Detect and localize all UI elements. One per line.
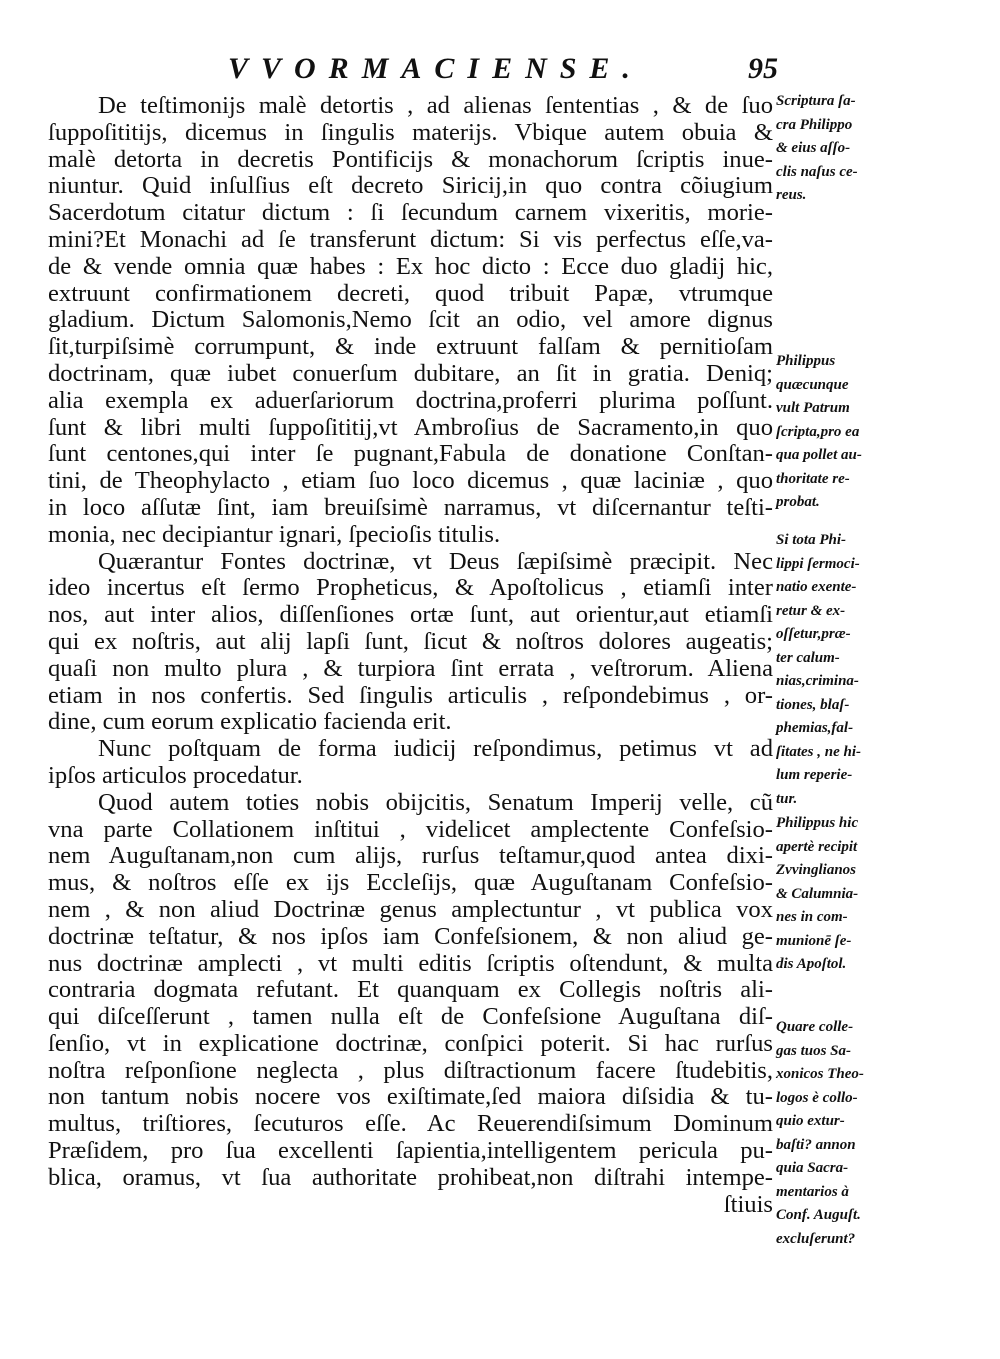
marginal-note-line: quio extur-: [776, 1113, 845, 1129]
marginal-note-line: vult Patrum: [776, 400, 850, 416]
text-line: quaſi non multo plura , & turpiora ſint errata , veſtrorum. Aliena: [48, 654, 773, 682]
text-line: ſuppoſititijs, dicemus in ſingulis materijs. Vbique autem obuia &: [48, 118, 773, 146]
text-line: noſtra reſponſione neglecta , plus diſtractionum facere ſtudebitis,: [48, 1056, 773, 1084]
marginal-note-line: Scriptura ſa-: [776, 93, 856, 109]
marginal-note-line: Si tota Phi-: [776, 532, 847, 548]
marginal-note-line: tiones, blaſ-: [776, 696, 850, 713]
text-line: Præſidem, pro ſua excellenti ſapientia,intelligentem pericula pu-: [48, 1137, 773, 1165]
marginal-note-line: ſcripta,pro ea: [776, 423, 860, 440]
text-line: nem , & non aliud Doctrinæ genus amplectuntur , vt publica vox: [48, 895, 773, 923]
text-line: Nunc poſtquam de forma iudicij reſpondimus, petimus vt ad: [98, 735, 773, 763]
marginal-note-philippus-patrum: [776, 350, 916, 515]
running-title: VVORMACIENSE.: [228, 52, 643, 85]
marginal-note-line: munionē ſe-: [776, 932, 852, 949]
marginal-note-si-tota: [776, 529, 916, 811]
marginal-note-line: nias,crimina-: [776, 673, 859, 689]
marginal-note-line: quia Sacra-: [776, 1160, 849, 1176]
text-line: nus doctrinæ amplecti , vt multi editis ſcriptis oſtendunt, & multa: [48, 949, 773, 977]
marginal-note-line: oſſetur,præ-: [776, 626, 851, 642]
text-line: alia exempla ex aduerſariorum doctrina,proferri plurima poſſunt.: [48, 386, 773, 414]
text-line: multus, triſtiores, ſecuturos eſſe. Ac Reuerendiſsimum Dominum: [48, 1110, 773, 1138]
text-line: ſunt centones,qui inter ſe pugnant,Fabula de donatione Conſtan-: [48, 440, 773, 468]
marginal-note-zwinglianos: [776, 812, 916, 977]
text-line: qui diſceſſerunt , tamen nulla eſt de Confeſsione Auguſtana diſ-: [48, 1003, 773, 1031]
marginal-note-line: gas tuos Sa-: [776, 1042, 852, 1059]
marginal-note-line: lippi ſermoci-: [776, 555, 860, 572]
marginal-note-line: ter calum-: [776, 649, 840, 666]
text-line: doctrinam, quæ iubet conuerſum dubitare, an ſit in gratia. Deniq;: [48, 359, 773, 387]
marginal-note-line: Philippus: [776, 353, 836, 369]
text-line: extruunt confirmationem decreti, quod tribuit Papæ, vtrumque: [48, 279, 773, 307]
text-line: nem Auguſtanam,non cum alijs, rurſus teſtamur,quod antea dixi-: [48, 842, 773, 870]
text-line: gladium. Dictum Salomonis,Nemo ſcit an odio, vel amore dignus: [48, 306, 773, 334]
text-line: non tantum nobis nocere vos exiſtimate,ſed maiora diſsidia & tu-: [48, 1083, 773, 1111]
text-line: blica, oramus, vt ſua authoritate prohibeat,non diſtrahi intempe-: [48, 1163, 773, 1191]
marginal-note-line: excluſerunt?: [776, 1230, 856, 1247]
marginal-note-line: qua pollet au-: [776, 447, 862, 463]
text-line: contraria dogmata refutant. Et quanquam ex Collegis noſtris ali-: [48, 976, 773, 1004]
marginal-note-line: & Calumnia-: [776, 885, 859, 902]
text-line: etiam in nos confertis. Sed ſingulis articulis , reſpondebimus , or-: [48, 681, 773, 709]
text-line: ſunt & libri multi ſuppoſititij,vt Ambroſius de Sacramento,in quo: [48, 413, 773, 441]
marginal-note-line: Quare colle-: [776, 1019, 854, 1035]
catchword: ſtiuis: [723, 1190, 773, 1218]
text-line: mus, & noſtros eſſe ex ijs Eccleſijs, quæ Auguſtanam Confeſsio-: [48, 869, 773, 897]
marginal-note-line: retur & ex-: [776, 602, 846, 619]
text-line: tini, de Theophylacto , etiam ſuo loco dicemus , quæ laciniæ , quo: [48, 467, 773, 495]
main-text-block: [48, 93, 773, 1218]
text-line: de & vende omnia quæ habes : Ex hoc dicto : Ecce duo gladij hic,: [48, 252, 773, 280]
marginal-note-quare-collegas: [776, 1016, 916, 1251]
text-line: ſenſio, vt in explicatione doctrinæ, conſpici poterit. Si hac rurſus: [48, 1029, 773, 1057]
marginal-note-line: nes in com-: [776, 909, 848, 925]
text-line: ipſos articulos procedatur.: [48, 761, 303, 789]
marginal-note-line: mentarios à: [776, 1183, 849, 1200]
text-line: qui ex noſtris, aut alij lapſi ſunt, ſicut & noſtros dolores augeatis;: [48, 627, 773, 655]
marginal-note-line: Conf. Auguſt.: [776, 1207, 861, 1223]
marginal-note-line: & eius aſſo-: [776, 140, 851, 156]
text-line: nos, aut inter alios, diſſenſiones ortæ ſunt, aut orientur,aut etiamſi: [48, 601, 773, 629]
text-line: niuntur. Quid inſulſius eſt decreto Siricij,in quo contra cõiugium: [48, 172, 773, 200]
text-line: vna parte Collationem inſtitui , videlicet amplectente Confeſsio-: [48, 815, 773, 843]
text-line: Quærantur Fontes doctrinæ, vt Deus ſæpiſsimè præcipit. Nec: [98, 547, 773, 575]
marginal-note-scriptura: [776, 90, 916, 208]
text-line: De teſtimonijs malè detortis , ad alienas ſententias , & de ſuo: [98, 92, 773, 119]
text-line: dine, cum eorum explicatio facienda erit.: [48, 708, 452, 736]
marginal-note-line: tur.: [776, 790, 798, 807]
marginal-note-line: Philippus hic: [776, 815, 859, 831]
text-line: monia, nec decipiantur ignari, ſpecioſis titulis.: [48, 520, 501, 548]
marginal-note-line: thoritate re-: [776, 470, 850, 487]
marginal-note-line: dis Apoſtol.: [776, 956, 847, 972]
text-line: ideo incertus eſt ſermo Propheticus, & Apoſtolicus , etiamſi inter: [48, 574, 773, 602]
marginal-note-line: natio exente-: [776, 579, 857, 595]
text-line: malè detorta in decretis Pontificijs & monachorum ſcriptis inue-: [48, 145, 773, 173]
marginal-note-line: cra Philippo: [776, 116, 853, 133]
marginal-note-line: Zvvinglianos: [776, 862, 857, 878]
page-number: 95: [748, 52, 778, 85]
marginal-note-line: lum reperie-: [776, 767, 853, 783]
text-line: Sacerdotum citatur dictum : ſi ſecundum carnem vixeritis, morie-: [48, 199, 773, 227]
text-line: in loco aſſutæ ſint, iam breuiſsimè narramus, vt diſcernantur teſti-: [48, 493, 773, 521]
marginal-note-line: probat.: [776, 494, 820, 510]
text-line: doctrinæ teſtatur, & nos ipſos iam Confeſsionem, & non aliud ge-: [48, 922, 773, 950]
marginal-note-line: ſitates , ne hi-: [776, 743, 861, 760]
marginal-note-line: logos è collo-: [776, 1089, 858, 1106]
marginal-note-line: phemias,fal-: [776, 720, 854, 736]
marginal-note-line: quæcunque: [776, 376, 849, 393]
text-line: Quod autem toties nobis obijcitis, Senatum Imperij velle, cũ: [98, 788, 773, 816]
text-line: ſit,turpiſsimè corrumpunt, & inde extruunt falſam & pernitioſam: [48, 333, 773, 361]
marginal-note-line: clis naſus ce-: [776, 163, 858, 180]
text-line: mini?Et Monachi ad ſe transferunt dictum: Si vis perfectus eſſe,va-: [48, 225, 773, 253]
page-header: [0, 50, 1000, 90]
marginal-note-line: baſti? annon: [776, 1136, 856, 1153]
marginal-note-line: apertè recipit: [776, 838, 858, 855]
marginal-note-line: xonicos Theo-: [776, 1066, 864, 1082]
marginal-note-line: reus.: [776, 187, 807, 203]
